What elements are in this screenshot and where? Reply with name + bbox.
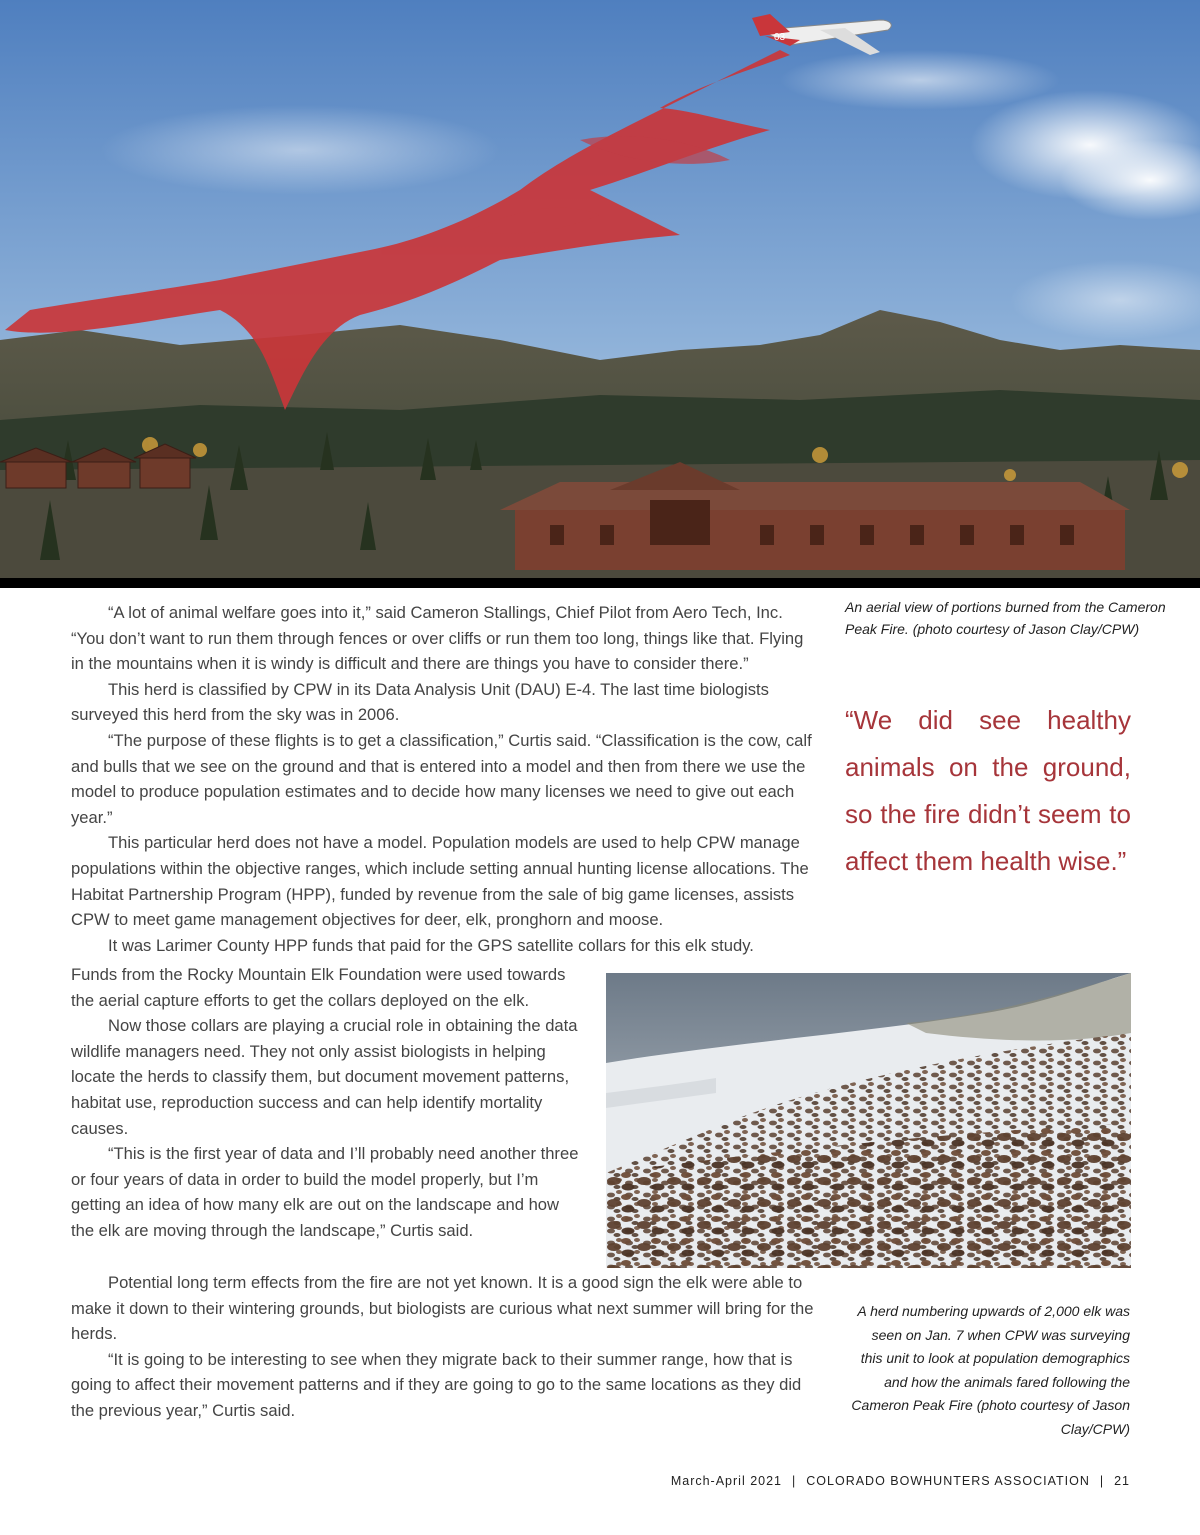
hero-divider bbox=[0, 578, 1200, 588]
article-body-bottom bbox=[71, 1270, 819, 1424]
article-body-middle bbox=[71, 962, 586, 1244]
elk-herd-photo bbox=[606, 973, 1131, 1268]
footer-separator: | bbox=[792, 1474, 797, 1488]
footer-separator: | bbox=[1099, 1474, 1105, 1488]
paragraph: This particular herd does not have a model. Population models are used to help CPW manage populations within the objective ranges, which include setting annual hunting license allocations. The Habitat Partnership Program (HPP), funded by revenue from the sale of big game licenses, assists CPW to meet game management objectives for deer, elk, pronghorn and moose. bbox=[71, 833, 809, 930]
paragraph: It was Larimer County HPP funds that paid for the GPS satellite collars for this elk study. bbox=[108, 935, 754, 955]
paragraph: “The purpose of these flights is to get a classification,” Curtis said. “Classification is the cow, calf and bulls that we see on the ground and that is entered into a model and then from there we use the model to produce population estimates and to decide how many licenses we need to give out each year.” bbox=[71, 730, 812, 827]
footer-publication: COLORADO BOWHUNTERS ASSOCIATION bbox=[806, 1474, 1090, 1488]
air-tanker-scene bbox=[0, 0, 1200, 578]
article-body-top bbox=[71, 600, 819, 958]
caption-top: An aerial view of portions burned from the Cameron Peak Fire. (photo courtesy of Jason Clay/CPW) bbox=[845, 599, 1166, 637]
plane-number: 03 bbox=[774, 32, 786, 43]
elk-herd-scene bbox=[606, 973, 1131, 1268]
paragraph: “A lot of animal welfare goes into it,” said Cameron Stallings, Chief Pilot from Aero Tech, Inc. “You don’t want to run them through fences or over cliffs or run them too long, things like that. Flying in the mountains when it is windy is difficult and there are things you have to consider there.” bbox=[71, 603, 804, 674]
hero-photo bbox=[0, 0, 1200, 578]
page-footer bbox=[671, 1474, 1130, 1488]
paragraph: “It is going to be interesting to see when they migrate back to their summer range, how that is going to affect their movement patterns and if they are going to go to the same locations as they did the previous year,” Curtis said. bbox=[71, 1349, 802, 1420]
paragraph: This herd is classified by CPW in its Data Analysis Unit (DAU) E-4. The last time biologists surveyed this herd from the sky was in 2006. bbox=[71, 679, 769, 725]
paragraph: Now those collars are playing a crucial role in obtaining the data wildlife managers need. They not only assist biologists in helping locate the herds to classify them, but document movement patterns, habitat use, reproduction success and can help identify mortality causes. bbox=[71, 1016, 578, 1138]
caption-bottom: A herd numbering upwards of 2,000 elk was seen on Jan. 7 when CPW was surveying this unit to look at population demographics and how the animals fared following the Cameron Peak Fire (photo courtesy of Jason Clay/CPW) bbox=[851, 1303, 1130, 1437]
pull-quote: “We did see healthy animals on the ground, so the fire didn’t seem to affect them health wise.” bbox=[845, 705, 1131, 876]
footer-issue: March-April 2021 bbox=[670, 1474, 783, 1488]
paragraph: “This is the first year of data and I’ll probably need another three or four years of data in order to build the model properly, but I’m getting an idea of how many elk are out on the landscape and how the elk are moving through the landscape,” Curtis said. bbox=[71, 1144, 579, 1240]
page-number: 21 bbox=[1114, 1474, 1130, 1488]
paragraph: Potential long term effects from the fire are not yet known. It is a good sign the elk were able to make it down to their wintering grounds, but biologists are curious what next summer will bring for the herds. bbox=[71, 1273, 814, 1344]
paragraph: Funds from the Rocky Mountain Elk Foundation were used towards the aerial capture efforts to get the collars deployed on the elk. bbox=[71, 965, 566, 1010]
